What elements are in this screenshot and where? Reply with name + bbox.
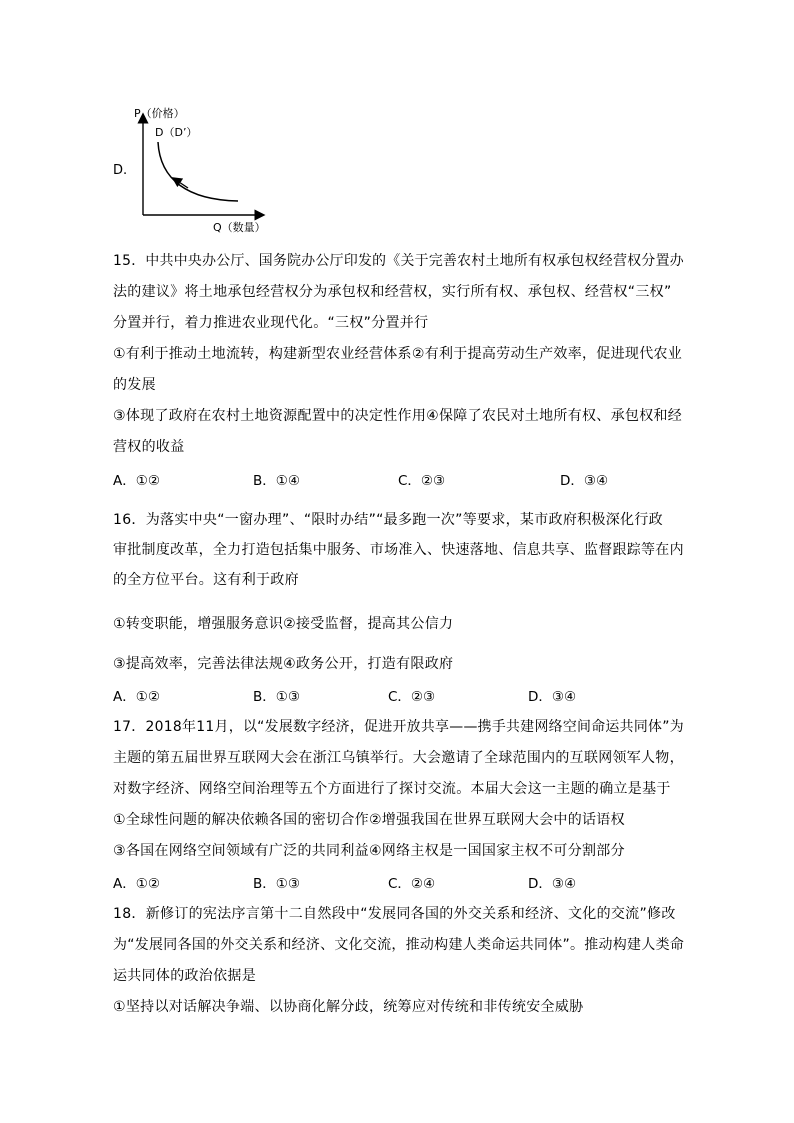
q15-option-c[interactable]: C．②③ bbox=[398, 473, 446, 489]
q16-line-2: 审批制度改革，全力打造包括集中服务、市场准入、快速落地、信息共享、监督跟踪等在内 bbox=[113, 542, 684, 558]
q16-line-4: ①转变职能，增强服务意识②接受监督，提高其公信力 bbox=[113, 616, 454, 632]
demand-curve-graph bbox=[128, 100, 288, 235]
q17-option-d[interactable]: D．③④ bbox=[528, 876, 577, 892]
q15-line-3: 分置并行，着力推进农业现代化。“三权”分置并行 bbox=[113, 315, 429, 331]
q17-option-a[interactable]: A．①② bbox=[113, 876, 160, 892]
option-d-label: D. bbox=[113, 163, 128, 178]
q15-line-1: 15．中共中央办公厅、国务院办公厅印发的《关于完善农村土地所有权承包权经营权分置办 bbox=[113, 253, 684, 269]
q18-line-3: 运共同体的政治依据是 bbox=[113, 968, 256, 984]
q17-option-c[interactable]: C．②④ bbox=[388, 876, 436, 892]
q15-option-d[interactable]: D．③④ bbox=[560, 473, 609, 489]
q17-line-4: ①全球性问题的解决依赖各国的密切合作②增强我国在世界互联网大会中的话语权 bbox=[113, 812, 625, 828]
q15-line-7: 营权的收益 bbox=[113, 439, 185, 455]
y-axis-label: P（价格） bbox=[134, 107, 185, 120]
x-axis-label: Q（数量） bbox=[213, 221, 266, 234]
q16-option-a[interactable]: A．①② bbox=[113, 689, 160, 705]
q16-option-b[interactable]: B．①③ bbox=[253, 689, 300, 705]
curve-label: D（D’） bbox=[155, 126, 198, 139]
q15-line-5: 的发展 bbox=[113, 377, 156, 393]
q15-option-a[interactable]: A．①② bbox=[113, 473, 160, 489]
q17-line-3: 对数字经济、网络空间治理等五个方面进行了探讨交流。本届大会这一主题的确立是基于 bbox=[113, 781, 671, 797]
q16-line-3: 的全方位平台。这有利于政府 bbox=[113, 572, 299, 588]
q16-line-1: 16．为落实中央“一窗办理”、“限时办结”“最多跑一次”等要求，某市政府积极深化行政 bbox=[113, 512, 663, 528]
q15-line-6: ③体现了政府在农村土地资源配置中的决定性作用④保障了农民对土地所有权、承包权和经 bbox=[113, 408, 683, 424]
q17-line-5: ③各国在网络空间领域有广泛的共同利益④网络主权是一国国家主权不可分割部分 bbox=[113, 843, 625, 859]
demand-curve bbox=[158, 142, 238, 201]
q15-line-4: ①有利于推动土地流转，构建新型农业经营体系②有利于提高劳动生产效率，促进现代农业 bbox=[113, 346, 683, 362]
q17-option-b[interactable]: B．①③ bbox=[253, 876, 300, 892]
q16-line-5: ③提高效率，完善法律法规④政务公开，打造有限政府 bbox=[113, 656, 454, 672]
q18-line-1: 18．新修订的宪法序言第十二自然段中“发展同各国的外交关系和经济、文化的交流”修改 bbox=[113, 906, 676, 922]
q17-line-1: 17．2018年11月，以“发展数字经济，促进开放共享——携手共建网络空间命运共同体”为 bbox=[113, 719, 684, 735]
q17-line-2: 主题的第五届世界互联网大会在浙江乌镇举行。大会邀请了全球范围内的互联网领军人物， bbox=[113, 750, 684, 766]
q15-line-2: 法的建议》将土地承包经营权分为承包权和经营权，实行所有权、承包权、经营权“三权” bbox=[113, 284, 672, 300]
q18-line-2: 为“发展同各国的外交关系和经济、文化交流，推动构建人类命运共同体”。推动构建人类命 bbox=[113, 937, 685, 953]
q16-option-d[interactable]: D．③④ bbox=[528, 689, 577, 705]
q15-option-b[interactable]: B．①④ bbox=[253, 473, 300, 489]
q16-option-c[interactable]: C．②③ bbox=[388, 689, 436, 705]
q18-line-4: ①坚持以对话解决争端、以协商化解分歧，统筹应对传统和非传统安全威胁 bbox=[113, 999, 584, 1015]
